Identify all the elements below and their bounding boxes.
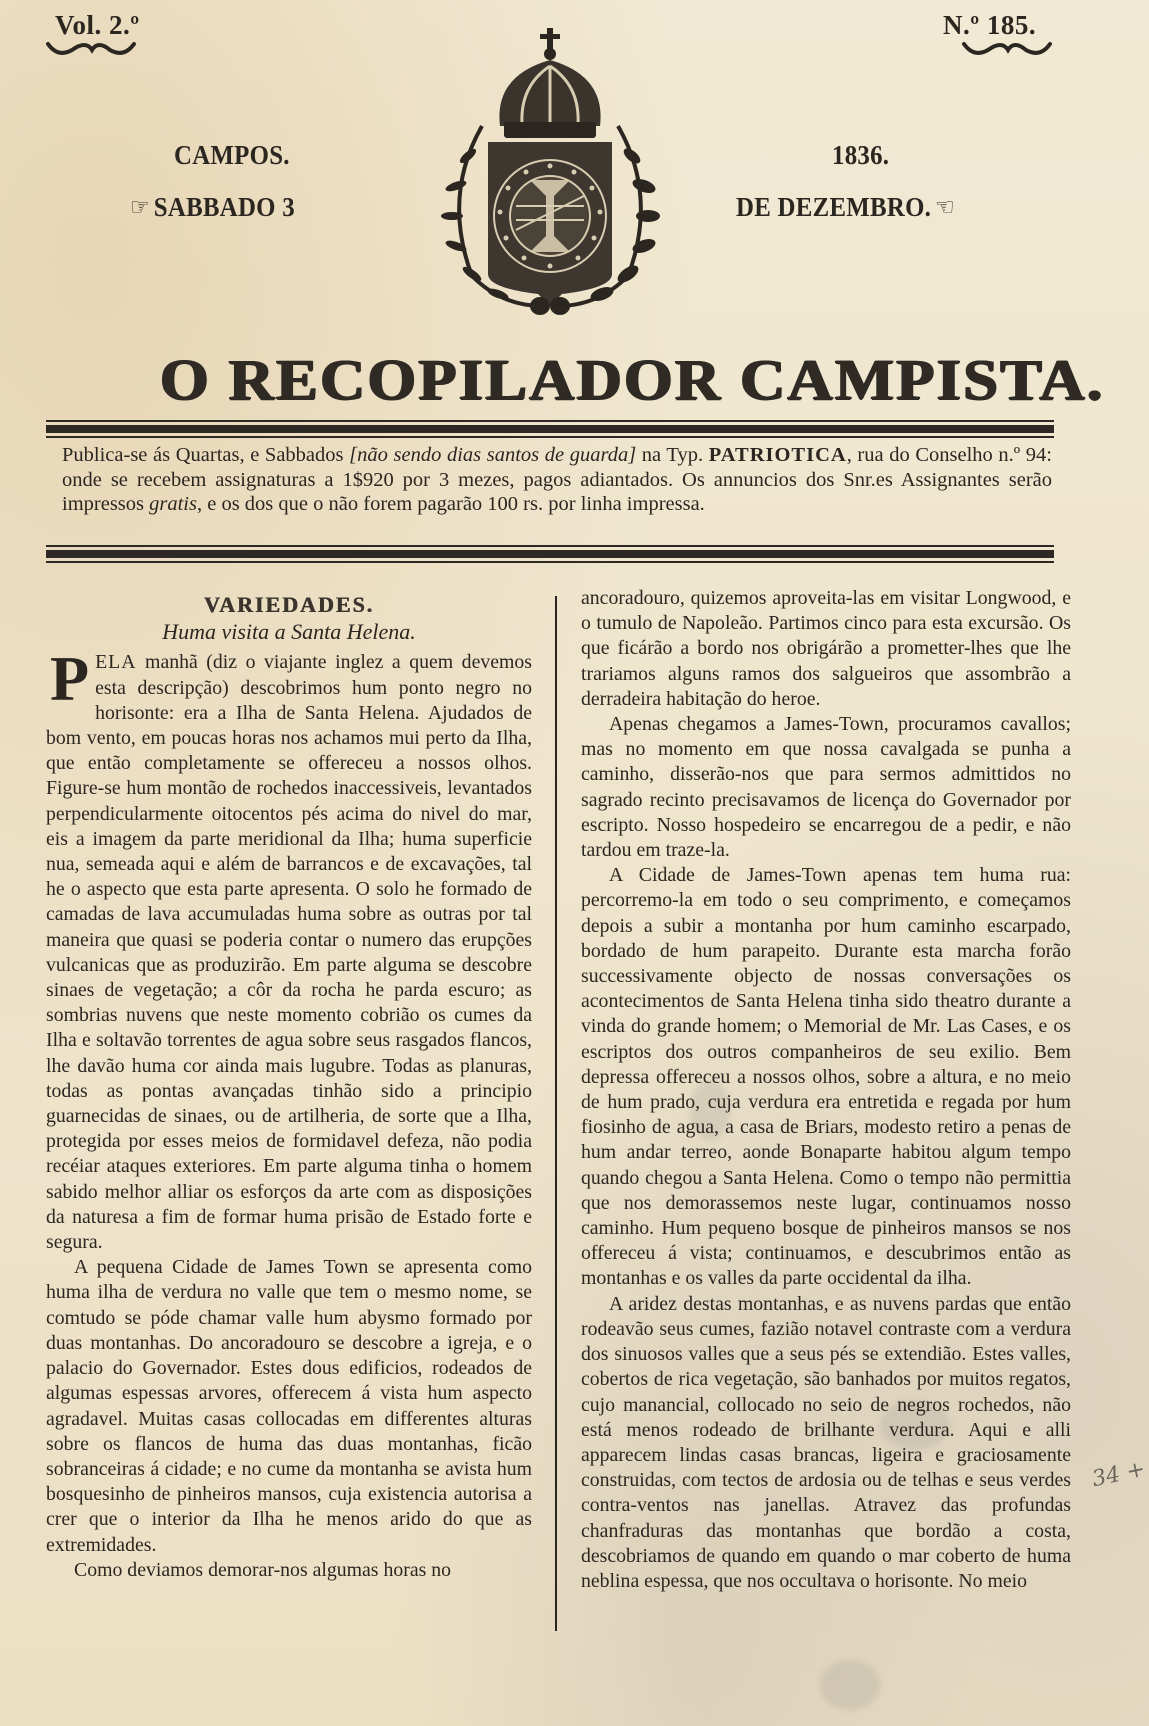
article-column-right [581,586,1071,1594]
double-rule-divider [46,420,1054,438]
notice-text: , rua do Conselho n.º 94: onde se recebem assignaturas a 1$920 por 3 mezes, pagos adiantados. Os annuncios dos Snr.es Assignantes serão impressos [62,444,1052,515]
handwritten-page-number: 34 + [1089,1456,1148,1493]
year-label: 1836. [832,140,890,170]
swash-ornament-icon [962,38,1052,58]
place-label: CAMPOS. [174,140,290,170]
section-heading: VARIEDADES. [203,592,375,617]
issue-number: N.º 185. [943,10,1037,40]
publication-notice [62,443,1052,517]
column-divider [555,596,557,1631]
imperial-coat-of-arms-icon [432,26,668,318]
article-paragraph: A aridez destas montanhas, e as nuvens pardas que então rodeavão seus cumes, fazião notavel contraste com a verdura dos sinuosos valles que a seus pés se extendião. Estes valles, cobertos de rica vegetação, são banhados por muitos regatos, cujo manancial, collocado no seio de negros rochedos, não está menos rodeado de brilhante verdura. Aqui e alli apparecem lindas casas brancas, ligeira e graciosamente construidas, com tectos de ardosia ou de telhas e seus verdes contra-ventos nas janellas. Atravez das profundas chanfraduras das montanhas que bordão a costa, descobriamos de quando em quando o mar coberto de huma neblina espessa, que nos occultava o horisonte. No meio [581,1292,1071,1592]
article-paragraph: ancoradouro, quizemos aproveita-las em visitar Longwood, e o tumulo de Napoleão. Partimos cinco para esta excursão. Os que ficárão a bordo nos obrigárão a prometter-lhes que lhe trariamos alguns ramos dos salgueiros que assombrão a derradeira habitação do heroe. [581,587,1071,710]
article-column-left [46,586,532,1583]
notice-text: na Typ. [636,444,709,466]
article-paragraph: A pequena Cidade de James Town se apresenta como huma ilha de verdura no valle que tem o mesmo nome, se comtudo se póde chamar valle hum abysmo formado por duas montanhas. Do ancoradouro se descobre a igreja, e o palacio do Governador. Estes dous edificios, rodeados de algumas espessas arvores, offerecem á vista hum aspecto agradavel. Muitas casas collocadas em differentes alturas sobre os flancos de huma das duas montanhas, ficão sobranceiras á cidade; e no cume da montanha se avista hum bosquesinho de pinheiros mansos, cuja existencia autorisa a crer que o interior da Ilha he menos arido do que as extremidades. [46,1256,532,1556]
day-label [130,192,295,223]
notice-italic: [não sendo dias santos de guarda] [349,444,637,466]
pointing-hand-right-icon: ☞ [130,195,151,221]
pointing-hand-left-icon: ☜ [934,195,955,221]
notice-text: Publica-se ás Quartas, e Sabbados [62,444,350,466]
drop-cap: P [50,643,90,715]
article-paragraph [46,643,532,1255]
article-paragraph: Apenas chegamos a James-Town, procuramos cavallos; mas no momento em que nossa cavalgada se punha a caminho, disserão-nos que para sermos admittidos no sagrado recinto precisavamos de licença do Governador por escripto. Nosso hospedeiro se encarregou de a pedir, e não tardou em traze-la. [581,713,1071,862]
day-text: SABBADO 3 [153,192,295,222]
month-label [736,192,955,223]
press-name: PATRIOTICA [708,444,847,466]
water-stain [820,1660,880,1710]
article-subtitle: Huma visita a Santa Helena. [162,619,416,645]
volume-label: Vol. 2.º [55,10,140,40]
notice-italic: gratis [149,493,197,515]
lead-caps: ELA [95,651,137,674]
paragraph-text: manhã (diz o viajante inglez a quem devemos esta descripção) descobrimos hum ponto negro no horisonte: era a Ilha de Santa Helena. Ajudados de bom vento, em poucas horas nos achamos mui perto da Ilha, que então completamente se offereceu a nossos olhos. Figure-se hum montão de rochedos inaccessiveis, levantados perpendicularmente oitocentos pés acima do nivel do mar, eis a imagem da parte meridional da Ilha; huma superficie nua, semeada aqui e além de barrancos e de excavações, tal he o aspecto que esta parte apresenta. O solo he formado de camadas de lava accumuladas huma sobre as outras por tal maneira que quasi se poderia contar o numero das erupções vulcanicas que as produzirão. Em parte alguma se descobre sinaes de vegetação; a côr da rocha he parda escuro; as sombrias nuvens que neste momento cobrião os cumes da Ilha e soltavão torrentes de agua sobre seus rasgados flancos, lhe davão huma cor ainda mais lugubre. Todas as planuras, todas as pontas avançadas tinhão sido a principio guarnecidas de sinaes, ou de artilheria, de sorte que a Ilha, protegida por esses meios de formidavel defeza, não podia recéiar ataques exteriores. Em parte alguma tinha o homem sabido melhor alliar os esforços da arte com as disposições da naturesa a fim de formar huma prisão de Estado forte e segura. [46,651,532,1254]
month-text: DE DEZEMBRO. [736,192,932,222]
swash-ornament-icon [46,38,136,58]
article-paragraph: Como deviamos demorar-nos algumas horas no [74,1558,452,1581]
double-rule-divider [46,545,1054,563]
notice-text: , e os dos que o não forem pagarão 100 rs. por linha impressa. [196,493,705,515]
newspaper-title: O RECOPILADOR CAMPISTA. [160,347,1105,412]
article-paragraph: A Cidade de James-Town apenas tem huma rua: percorremo-la em todo o seu comprimento, e começamos depois a subir a montanha por hum caminho escarpado, bordado de hum parapeito. Durante esta marcha forão successivamente objecto de nossas conversações os acontecimentos de Santa Helena tinha sido theatro durante a vinda do grande homem; o Memorial de Mr. Las Cases, e os escriptos dos outros companheiros de seu exilio. Bem depressa offereceu a nossos olhos, sobre a altura, e no meio de hum prado, cuja verdura era entretida e regada por hum fiosinho de agua, a casa de Briars, modesto retiro a penas de hum andar terreo, aonde Bonaparte habitou algum tempo quando chegou a Santa Helena. Como o tempo não permittia que nos demorassemos neste lugar, continuamos nosso caminho. Hum pequeno bosque de pinheiros mansos se nos offereceu á vista; continuamos, e descubrimos então as montanhas e os valles da parte occidental da ilha. [581,864,1071,1290]
